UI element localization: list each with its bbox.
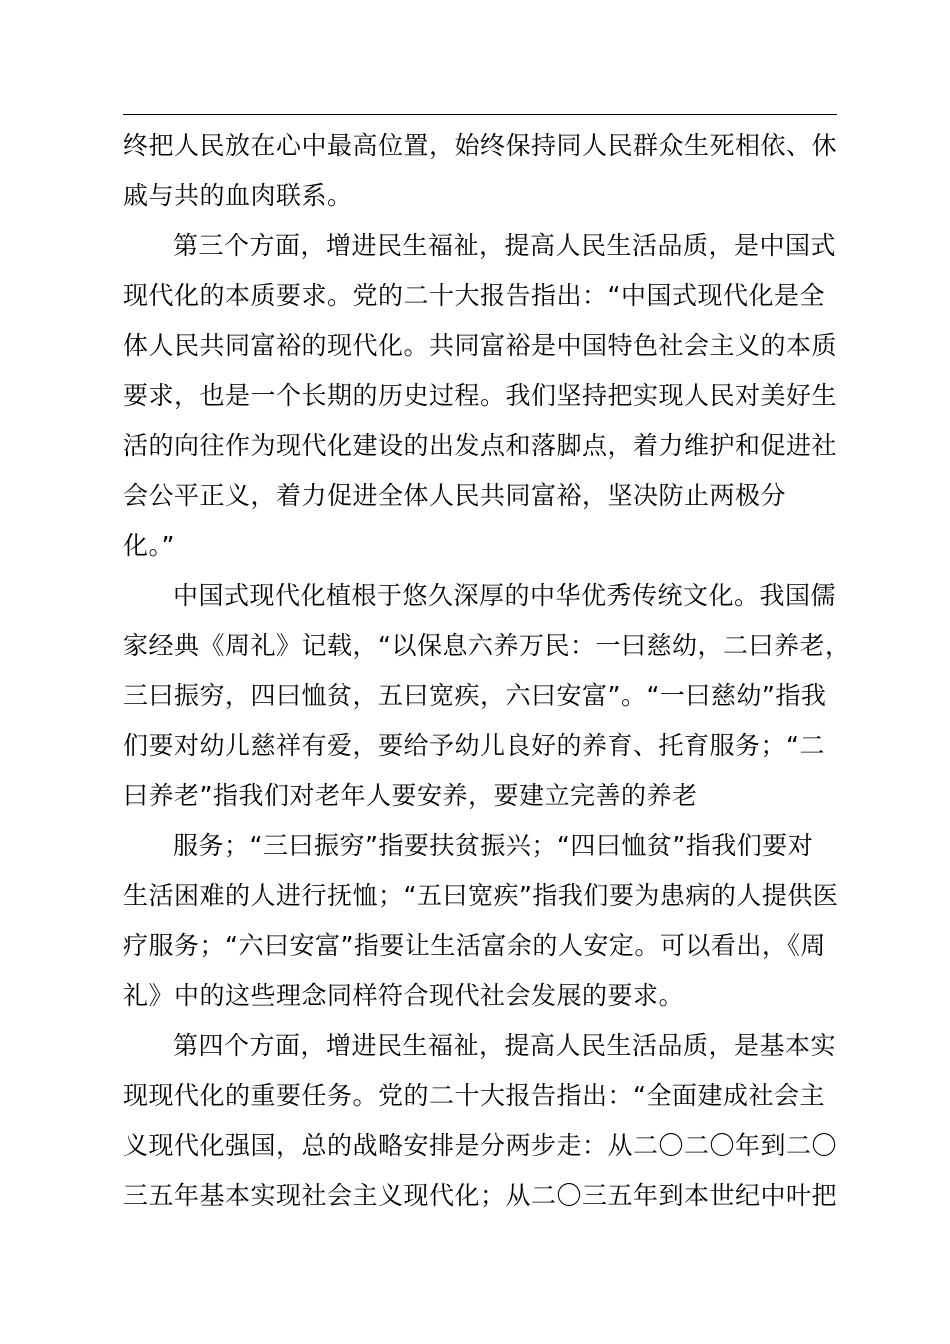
text-line: 会公平正义，着力促进全体人民共同富裕，坚决防止两极分 bbox=[123, 481, 787, 510]
paragraph-start-line: 第三个方面，增进民生福祉，提高人民生活品质，是中国式 bbox=[173, 231, 837, 260]
text-line: 活的向往作为现代化建设的出发点和落脚点，着力维护和促进社 bbox=[123, 431, 838, 460]
text-line: 终把人民放在心中最高位置，始终保持同人民群众生死相依、休 bbox=[123, 131, 838, 160]
text-line: 现现代化的重要任务。党的二十大报告指出：“全面建成社会主 bbox=[123, 1081, 825, 1110]
text-line: 三曰振穷，四曰恤贫，五曰宽疾，六曰安富”。“一曰慈幼”指我 bbox=[123, 681, 827, 710]
paragraph-start-line: 中国式现代化植根于悠久深厚的中华优秀传统文化。我国儒 bbox=[173, 581, 837, 610]
text-line: 化。” bbox=[123, 531, 175, 560]
paragraph-start-line: 服务；“三曰振穷”指要扶贫振兴；“四曰恤贫”指我们要对 bbox=[173, 831, 814, 860]
text-line: 三五年基本实现社会主义现代化；从二〇三五年到本世纪中叶把 bbox=[123, 1181, 838, 1210]
header-rule bbox=[123, 114, 837, 115]
text-line: 义现代化强国，总的战略安排是分两步走：从二〇二〇年到二〇 bbox=[123, 1131, 838, 1160]
text-line: 疗服务；“六曰安富”指要让生活富余的人安定。可以看出，《周 bbox=[123, 931, 826, 960]
text-line: 曰养老”指我们对老年人要安养，要建立完善的养老 bbox=[123, 781, 698, 810]
text-line: 要求，也是一个长期的历史过程。我们坚持把实现人民对美好生 bbox=[123, 381, 838, 410]
text-line: 家经典《周礼》记载，“以保息六养万民：一曰慈幼，二曰养老， bbox=[123, 631, 851, 660]
text-line: 现代化的本质要求。党的二十大报告指出：“中国式现代化是全 bbox=[123, 281, 825, 310]
text-line: 生活困难的人进行抚恤；“五曰宽疾”指我们要为患病的人提供医 bbox=[123, 881, 839, 910]
paragraph-start-line: 第四个方面，增进民生福祉，提高人民生活品质，是基本实 bbox=[173, 1031, 837, 1060]
text-line: 们要对幼儿慈祥有爱，要给予幼儿良好的养育、托育服务；“二 bbox=[123, 731, 825, 760]
text-line: 戚与共的血肉联系。 bbox=[123, 181, 353, 210]
text-line: 体人民共同富裕的现代化。共同富裕是中国特色社会主义的本质 bbox=[123, 331, 838, 360]
text-line: 礼》中的这些理念同样符合现代社会发展的要求。 bbox=[123, 981, 685, 1010]
